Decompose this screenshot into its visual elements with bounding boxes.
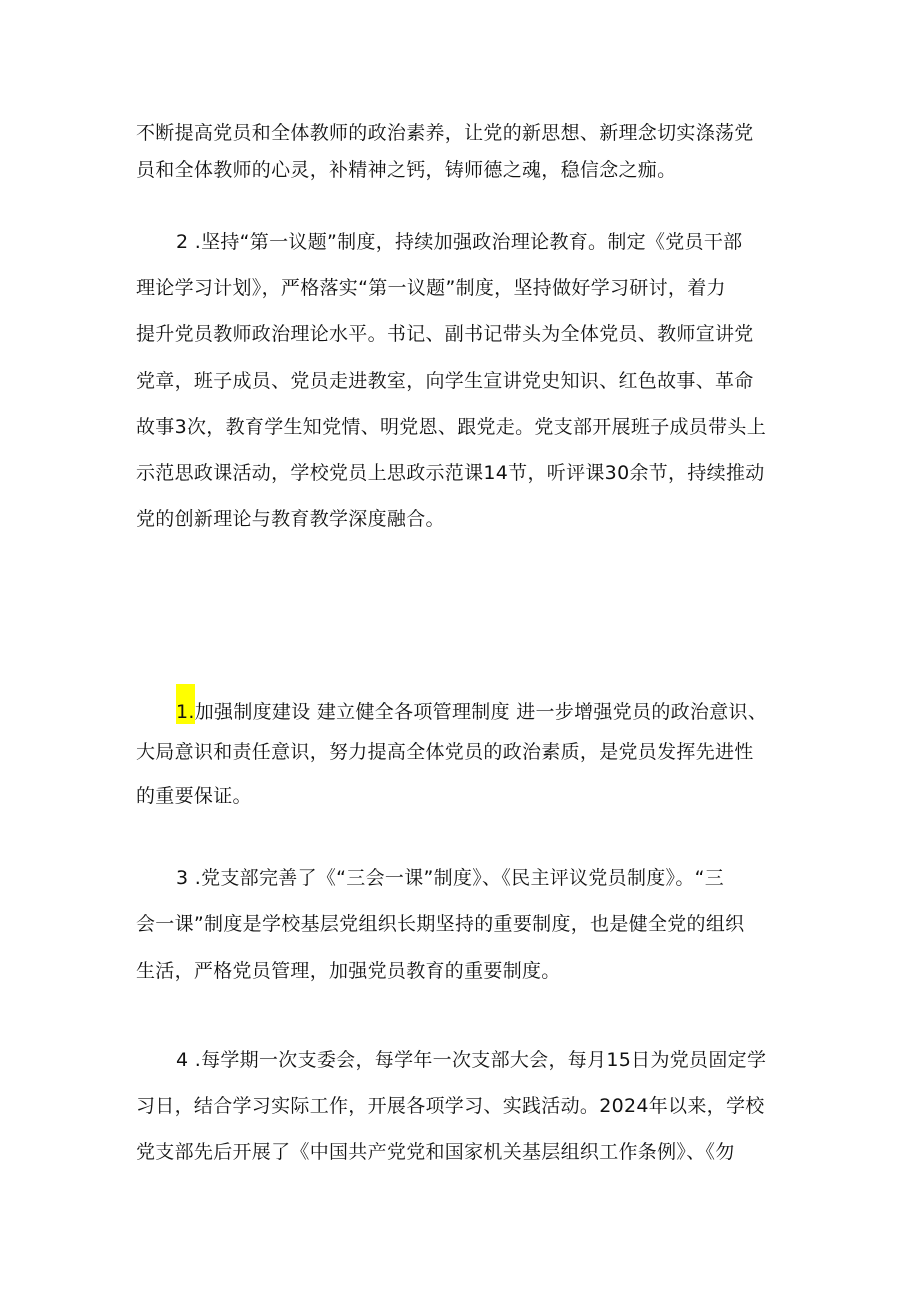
paragraph-line: 党章，班子成员、党员走进教室，向学生宣讲党史知识、红色故事、革命 <box>136 370 754 392</box>
paragraph-line: 理论学习计划》，严格落实“第一议题”制度，坚持做好学习研讨，着力 <box>136 277 726 299</box>
paragraph-line: 大局意识和责任意识，努力提高全体党员的政治素质，是党员发挥先进性 <box>136 741 754 763</box>
paragraph-line: 会一课”制度是学校基层党组织长期坚持的重要制度，也是健全党的组织 <box>136 913 745 935</box>
paragraph-line: 示范思政课活动，学校党员上思政示范课14节，听评课30余节，持续推动 <box>136 462 765 484</box>
highlight-marker: 1. <box>176 684 195 724</box>
paragraph-line: 提升党员教师政治理论水平。书记、副书记带头为全体党员、教师宣讲党 <box>136 323 754 345</box>
paragraph-line-first <box>176 684 767 724</box>
paragraph-line: 故事3次，教育学生知党情、明党恩、跟党走。党支部开展班子成员带头上 <box>136 416 766 438</box>
paragraph-line: 的重要保证。 <box>136 785 252 807</box>
paragraph-line: 党支部先后开展了《中国共产党党和国家机关基层组织工作条例》、《勿 <box>136 1141 735 1163</box>
paragraph-line: 党的创新理论与教育教学深度融合。 <box>136 508 445 530</box>
paragraph-line: 员和全体教师的心灵，补精神之钙，铸师德之魂，稳信念之痂。 <box>136 159 677 181</box>
paragraph-text: 加强制度建设 建立健全各项管理制度 进一步增强党员的政治意识、 <box>194 701 768 723</box>
paragraph-line: 2 .坚持“第一议题”制度，持续加强政治理论教育。制定《党员干部 <box>176 231 743 253</box>
paragraph-line: 4 .每学期一次支委会，每学年一次支部大会，每月15日为党员固定学 <box>176 1049 767 1071</box>
paragraph-line: 生活，严格党员管理，加强党员教育的重要制度。 <box>136 960 561 982</box>
paragraph-line: 习日，结合学习实际工作，开展各项学习、实践活动。2024年以来，学校 <box>136 1095 765 1117</box>
paragraph-line: 3 .党支部完善了《“三会一课”制度》、《民主评议党员制度》。“三 <box>176 867 725 889</box>
paragraph-line: 不断提高党员和全体教师的政治素养，让党的新思想、新理念切实涤荡党 <box>136 122 754 144</box>
